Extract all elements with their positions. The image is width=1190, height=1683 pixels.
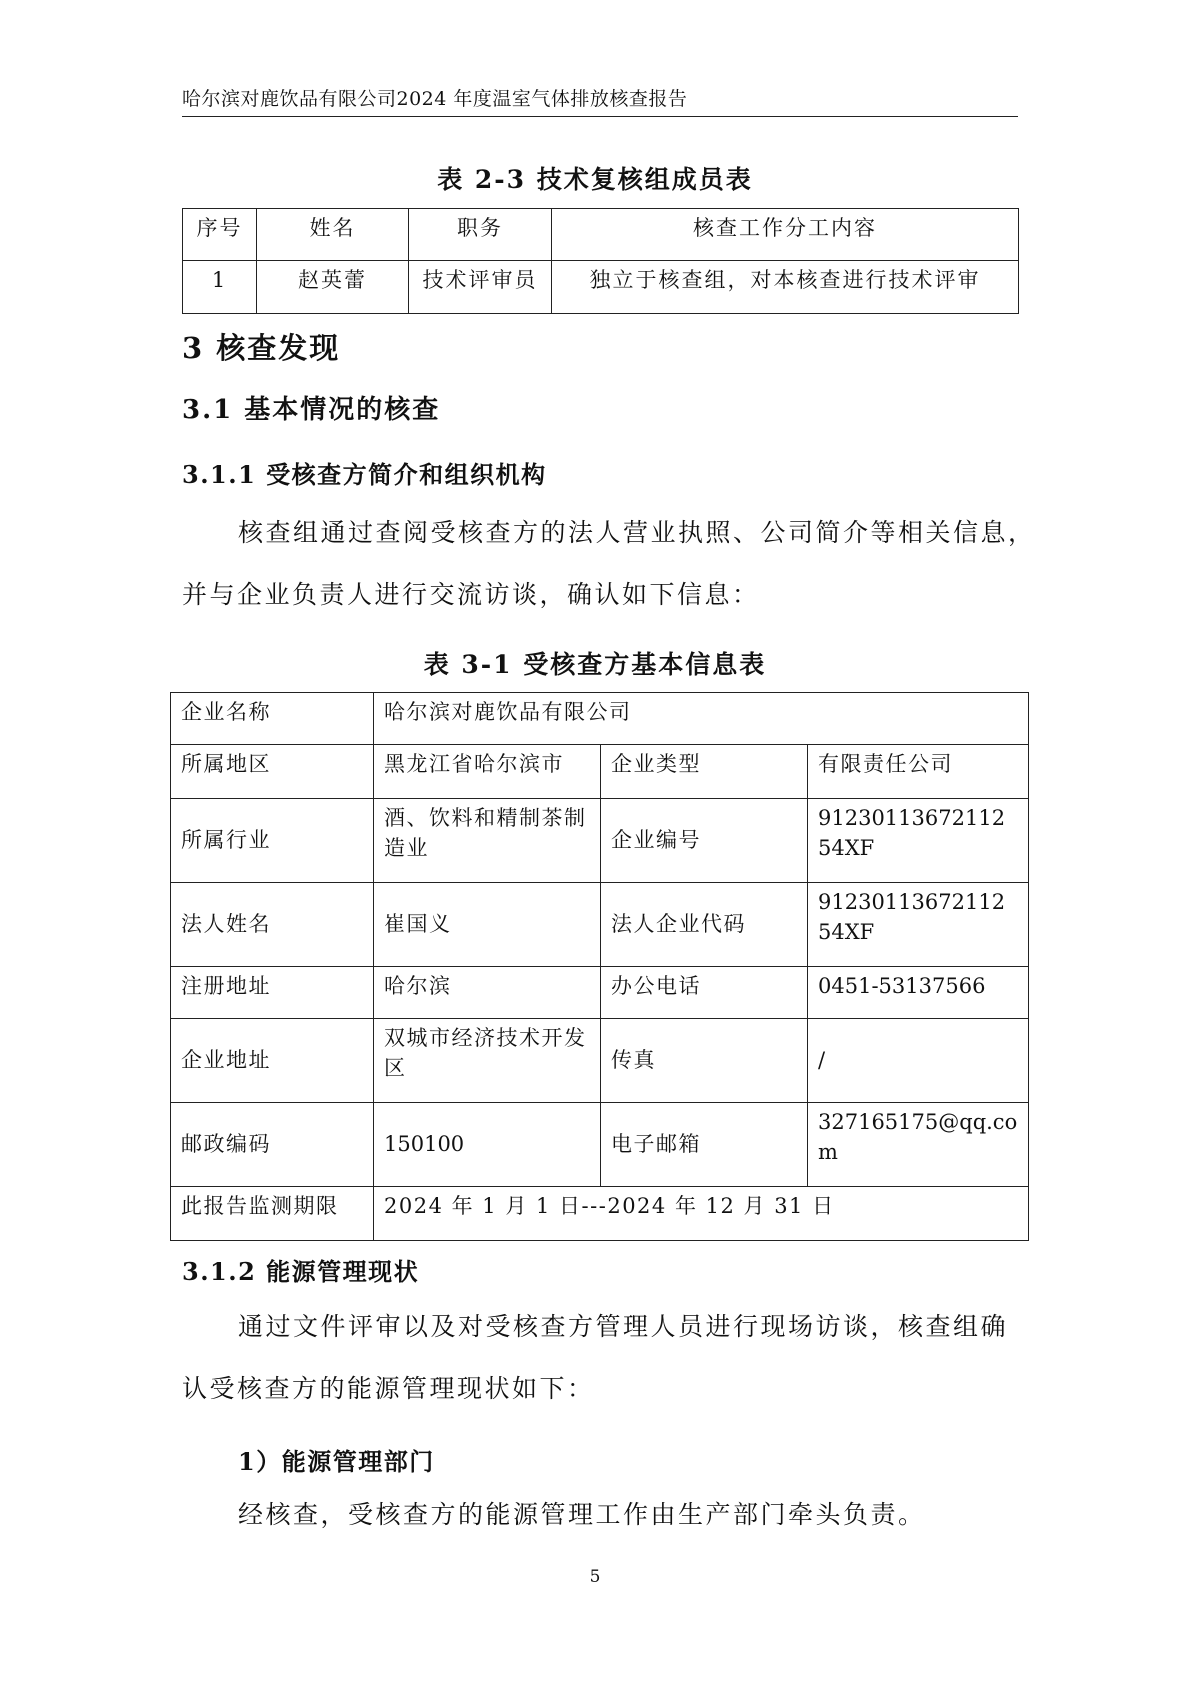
label-legal-code: 法人企业代码 bbox=[601, 883, 808, 967]
page-number: 5 bbox=[589, 1567, 601, 1587]
cell-no: 1 bbox=[183, 261, 257, 314]
col-header-position: 职务 bbox=[409, 209, 552, 261]
label-legal-name: 法人姓名 bbox=[171, 883, 374, 967]
item-1-heading: 1）能源管理部门 bbox=[238, 1447, 435, 1476]
table-row bbox=[171, 967, 1029, 1019]
label-company-code: 企业编号 bbox=[601, 799, 808, 883]
label-region: 所属地区 bbox=[171, 745, 374, 799]
value-region: 黑龙江省哈尔滨市 bbox=[374, 745, 601, 799]
item-1-paragraph bbox=[182, 1484, 1022, 1546]
value-postal-code: 150100 bbox=[374, 1103, 601, 1187]
value-company-type: 有限责任公司 bbox=[808, 745, 1029, 799]
table-header-row bbox=[183, 209, 1019, 261]
label-industry: 所属行业 bbox=[171, 799, 374, 883]
value-office-phone: 0451-53137566 bbox=[808, 967, 1029, 1019]
label-report-period: 此报告监测期限 bbox=[171, 1187, 374, 1241]
label-company-name: 企业名称 bbox=[171, 693, 374, 745]
paragraph-line: 经核查，受核查方的能源管理工作由生产部门牵头负责。 bbox=[238, 1500, 926, 1529]
section-3-1-1-heading: 3.1.1 受核查方简介和组织机构 bbox=[182, 460, 547, 489]
paragraph-line: 通过文件评审以及对受核查方管理人员进行现场访谈，核查组确 bbox=[238, 1312, 1009, 1341]
value-legal-code: 9123011367211254XF bbox=[808, 883, 1029, 967]
col-header-no: 序号 bbox=[183, 209, 257, 261]
paragraph-line: 并与企业负责人进行交流访谈，确认如下信息： bbox=[182, 580, 760, 609]
value-fax: / bbox=[808, 1019, 1029, 1103]
col-header-name: 姓名 bbox=[257, 209, 409, 261]
label-postal-code: 邮政编码 bbox=[171, 1103, 374, 1187]
label-company-type: 企业类型 bbox=[601, 745, 808, 799]
label-email: 电子邮箱 bbox=[601, 1103, 808, 1187]
energy-paragraph bbox=[182, 1296, 1022, 1420]
table-row bbox=[171, 1019, 1029, 1103]
label-company-address: 企业地址 bbox=[171, 1019, 374, 1103]
header-rule bbox=[182, 116, 1018, 117]
paragraph-line: 核查组通过查阅受核查方的法人营业执照、公司简介等相关信息， bbox=[238, 518, 1036, 547]
table-row bbox=[171, 883, 1029, 967]
table-row bbox=[171, 799, 1029, 883]
table-row bbox=[171, 693, 1029, 745]
table-row bbox=[171, 1187, 1029, 1241]
cell-duty: 独立于核查组，对本核查进行技术评审 bbox=[552, 261, 1019, 314]
col-header-duty: 核查工作分工内容 bbox=[552, 209, 1019, 261]
value-industry: 酒、饮料和精制茶制造业 bbox=[374, 799, 601, 883]
label-office-phone: 办公电话 bbox=[601, 967, 808, 1019]
value-company-code: 9123011367211254XF bbox=[808, 799, 1029, 883]
review-team-table bbox=[182, 208, 1019, 314]
value-email: 327165175@qq.com bbox=[808, 1103, 1029, 1187]
value-company-address: 双城市经济技术开发区 bbox=[374, 1019, 601, 1103]
section-3-1-heading: 3.1 基本情况的核查 bbox=[182, 395, 441, 425]
table-row bbox=[171, 1103, 1029, 1187]
label-registered-address: 注册地址 bbox=[171, 967, 374, 1019]
section-3-1-2-heading: 3.1.2 能源管理现状 bbox=[182, 1257, 420, 1286]
cell-position: 技术评审员 bbox=[409, 261, 552, 314]
cell-name: 赵英蕾 bbox=[257, 261, 409, 314]
value-legal-name: 崔国义 bbox=[374, 883, 601, 967]
table-row bbox=[171, 745, 1029, 799]
paragraph-line: 认受核查方的能源管理现状如下： bbox=[182, 1374, 595, 1403]
company-info-table bbox=[170, 692, 1029, 1241]
value-registered-address: 哈尔滨 bbox=[374, 967, 601, 1019]
table-row bbox=[183, 261, 1019, 314]
table-3-1-caption: 表 3-1 受核查方基本信息表 bbox=[423, 650, 767, 679]
table-2-3-caption: 表 2-3 技术复核组成员表 bbox=[437, 165, 753, 194]
value-company-name: 哈尔滨对鹿饮品有限公司 bbox=[374, 693, 1029, 745]
label-fax: 传真 bbox=[601, 1019, 808, 1103]
value-report-period: 2024 年 1 月 1 日---2024 年 12 月 31 日 bbox=[374, 1187, 1029, 1241]
section-3-heading: 3 核查发现 bbox=[182, 331, 341, 365]
running-header: 哈尔滨对鹿饮品有限公司2024 年度温室气体排放核查报告 bbox=[182, 88, 688, 110]
intro-paragraph bbox=[182, 502, 1036, 626]
